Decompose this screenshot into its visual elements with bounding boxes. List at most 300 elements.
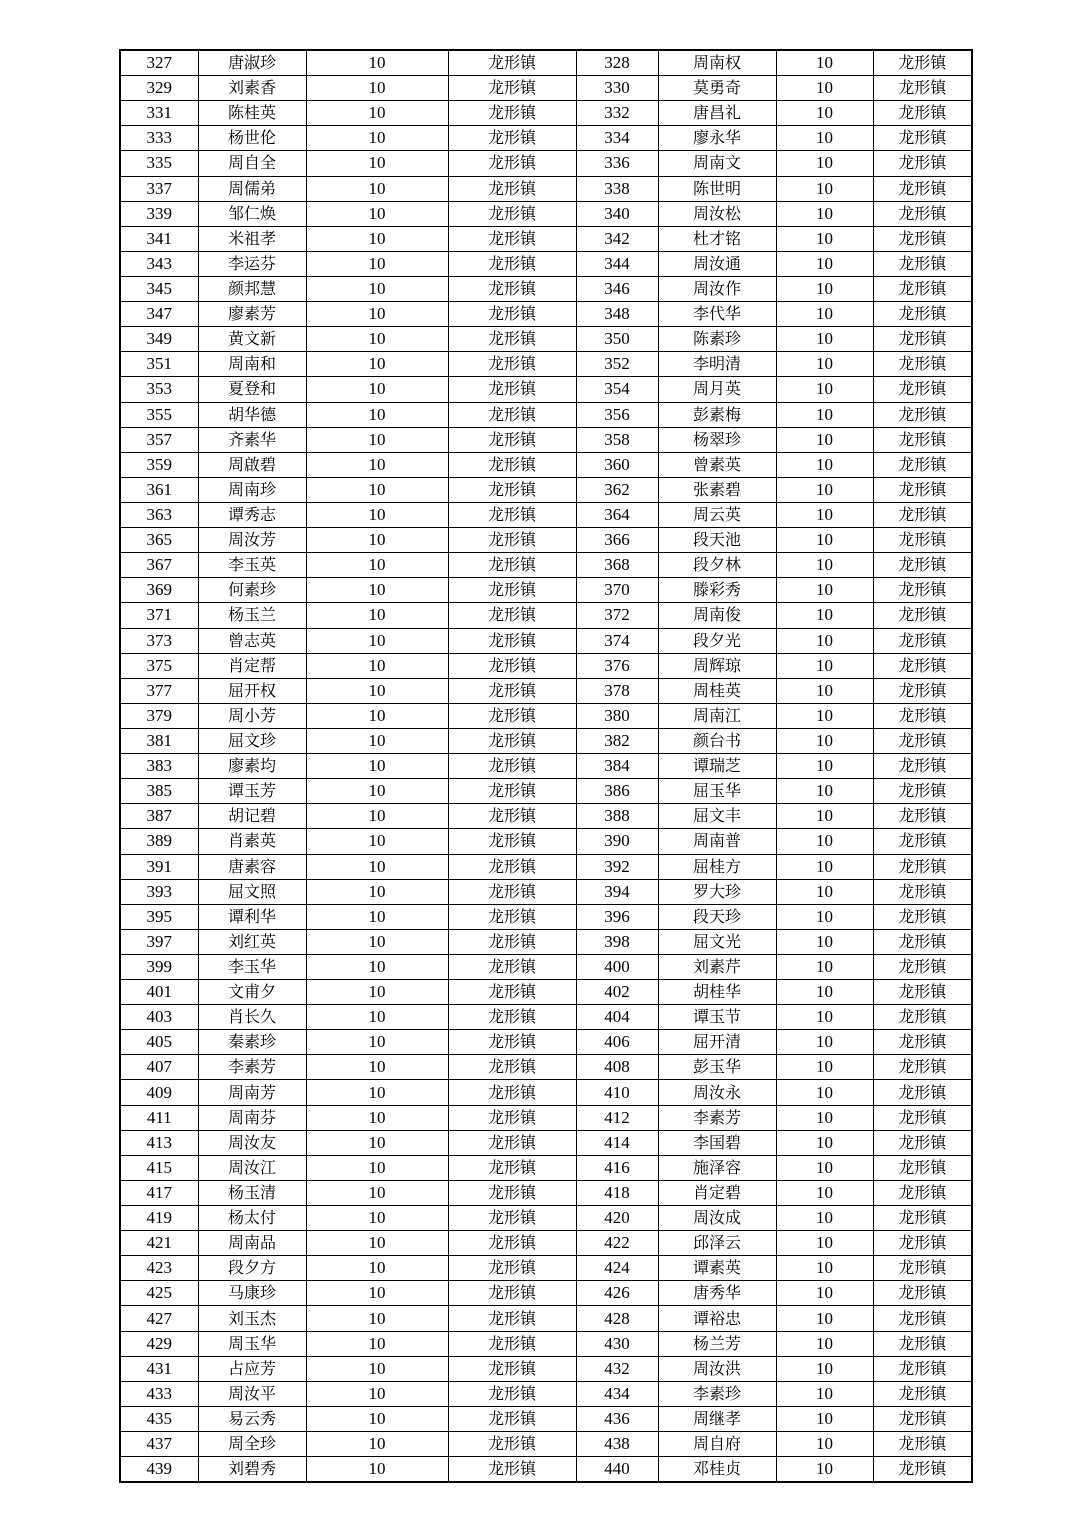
table-row <box>120 50 972 76</box>
amount-cell: 10 <box>306 1256 448 1281</box>
town-cell: 龙形镇 <box>873 603 972 628</box>
record-number-cell: 347 <box>120 302 198 327</box>
record-number-cell: 342 <box>576 226 658 251</box>
record-number-cell: 359 <box>120 452 198 477</box>
town-cell: 龙形镇 <box>873 1281 972 1306</box>
name-cell: 李运芬 <box>198 251 306 276</box>
record-number-cell: 353 <box>120 377 198 402</box>
amount-cell: 10 <box>776 754 873 779</box>
amount-cell: 10 <box>776 1155 873 1180</box>
town-cell: 龙形镇 <box>873 1080 972 1105</box>
town-cell: 龙形镇 <box>873 829 972 854</box>
name-cell: 李素珍 <box>658 1381 776 1406</box>
town-cell: 龙形镇 <box>448 1381 576 1406</box>
table-row <box>120 302 972 327</box>
town-cell: 龙形镇 <box>448 528 576 553</box>
name-cell: 周南珍 <box>198 477 306 502</box>
town-cell: 龙形镇 <box>873 653 972 678</box>
amount-cell: 10 <box>776 879 873 904</box>
amount-cell: 10 <box>776 1356 873 1381</box>
name-cell: 李代华 <box>658 302 776 327</box>
name-cell: 段夕光 <box>658 628 776 653</box>
name-cell: 谭玉节 <box>658 1005 776 1030</box>
name-cell: 何素珍 <box>198 578 306 603</box>
amount-cell: 10 <box>776 1381 873 1406</box>
town-cell: 龙形镇 <box>873 352 972 377</box>
town-cell: 龙形镇 <box>873 779 972 804</box>
amount-cell: 10 <box>306 477 448 502</box>
name-cell: 张素碧 <box>658 477 776 502</box>
name-cell: 廖永华 <box>658 126 776 151</box>
amount-cell: 10 <box>306 1306 448 1331</box>
record-number-cell: 345 <box>120 276 198 301</box>
name-cell: 肖定碧 <box>658 1180 776 1205</box>
record-number-cell: 407 <box>120 1055 198 1080</box>
town-cell: 龙形镇 <box>873 1155 972 1180</box>
record-number-cell: 416 <box>576 1155 658 1180</box>
name-cell: 肖长久 <box>198 1005 306 1030</box>
record-number-cell: 331 <box>120 101 198 126</box>
town-cell: 龙形镇 <box>448 1155 576 1180</box>
table-row <box>120 904 972 929</box>
name-cell: 唐秀华 <box>658 1281 776 1306</box>
table-row <box>120 1356 972 1381</box>
name-cell: 周汝松 <box>658 201 776 226</box>
name-cell: 易云秀 <box>198 1406 306 1431</box>
table-row <box>120 754 972 779</box>
table-row <box>120 176 972 201</box>
name-cell: 周汝作 <box>658 276 776 301</box>
table-row <box>120 678 972 703</box>
record-number-cell: 329 <box>120 76 198 101</box>
record-number-cell: 348 <box>576 302 658 327</box>
town-cell: 龙形镇 <box>448 904 576 929</box>
table-row <box>120 377 972 402</box>
record-number-cell: 370 <box>576 578 658 603</box>
record-number-cell: 356 <box>576 402 658 427</box>
amount-cell: 10 <box>776 854 873 879</box>
name-cell: 周自府 <box>658 1432 776 1457</box>
town-cell: 龙形镇 <box>448 126 576 151</box>
record-number-cell: 409 <box>120 1080 198 1105</box>
amount-cell: 10 <box>306 929 448 954</box>
town-cell: 龙形镇 <box>448 1356 576 1381</box>
name-cell: 周汝江 <box>198 1155 306 1180</box>
record-number-cell: 417 <box>120 1180 198 1205</box>
table-row <box>120 578 972 603</box>
town-cell: 龙形镇 <box>873 377 972 402</box>
amount-cell: 10 <box>776 1055 873 1080</box>
amount-cell: 10 <box>306 126 448 151</box>
record-number-cell: 332 <box>576 101 658 126</box>
name-cell: 颜邦慧 <box>198 276 306 301</box>
name-cell: 杨兰芳 <box>658 1331 776 1356</box>
name-cell: 段夕林 <box>658 553 776 578</box>
record-number-cell: 343 <box>120 251 198 276</box>
amount-cell: 10 <box>306 1030 448 1055</box>
record-number-cell: 392 <box>576 854 658 879</box>
town-cell: 龙形镇 <box>873 1180 972 1205</box>
name-cell: 周南和 <box>198 352 306 377</box>
record-number-cell: 415 <box>120 1155 198 1180</box>
town-cell: 龙形镇 <box>873 276 972 301</box>
name-cell: 文甫夕 <box>198 980 306 1005</box>
amount-cell: 10 <box>306 1105 448 1130</box>
record-number-cell: 371 <box>120 603 198 628</box>
town-cell: 龙形镇 <box>873 628 972 653</box>
town-cell: 龙形镇 <box>448 954 576 979</box>
amount-cell: 10 <box>306 1080 448 1105</box>
record-number-cell: 381 <box>120 728 198 753</box>
record-number-cell: 346 <box>576 276 658 301</box>
name-cell: 周桂英 <box>658 678 776 703</box>
table-row <box>120 1080 972 1105</box>
amount-cell: 10 <box>776 101 873 126</box>
record-number-cell: 354 <box>576 377 658 402</box>
town-cell: 龙形镇 <box>448 1030 576 1055</box>
record-number-cell: 422 <box>576 1231 658 1256</box>
record-number-cell: 408 <box>576 1055 658 1080</box>
record-number-cell: 419 <box>120 1206 198 1231</box>
amount-cell: 10 <box>776 703 873 728</box>
amount-cell: 10 <box>776 126 873 151</box>
amount-cell: 10 <box>776 1180 873 1205</box>
record-number-cell: 437 <box>120 1432 198 1457</box>
table-row <box>120 1130 972 1155</box>
town-cell: 龙形镇 <box>448 1457 576 1483</box>
amount-cell: 10 <box>776 226 873 251</box>
name-cell: 周儒弟 <box>198 176 306 201</box>
amount-cell: 10 <box>776 1432 873 1457</box>
amount-cell: 10 <box>306 377 448 402</box>
name-cell: 陈素珍 <box>658 327 776 352</box>
record-number-cell: 426 <box>576 1281 658 1306</box>
record-number-cell: 438 <box>576 1432 658 1457</box>
record-number-cell: 391 <box>120 854 198 879</box>
name-cell: 屈文珍 <box>198 728 306 753</box>
amount-cell: 10 <box>776 1206 873 1231</box>
name-cell: 廖素均 <box>198 754 306 779</box>
town-cell: 龙形镇 <box>873 151 972 176</box>
amount-cell: 10 <box>306 1180 448 1205</box>
table-row <box>120 1406 972 1431</box>
record-number-cell: 405 <box>120 1030 198 1055</box>
town-cell: 龙形镇 <box>873 754 972 779</box>
town-cell: 龙形镇 <box>448 101 576 126</box>
name-cell: 李国碧 <box>658 1130 776 1155</box>
record-number-cell: 399 <box>120 954 198 979</box>
town-cell: 龙形镇 <box>873 1055 972 1080</box>
amount-cell: 10 <box>306 1432 448 1457</box>
name-cell: 米祖孝 <box>198 226 306 251</box>
town-cell: 龙形镇 <box>873 1130 972 1155</box>
town-cell: 龙形镇 <box>873 1206 972 1231</box>
name-cell: 唐素容 <box>198 854 306 879</box>
town-cell: 龙形镇 <box>448 628 576 653</box>
amount-cell: 10 <box>776 327 873 352</box>
record-number-cell: 330 <box>576 76 658 101</box>
amount-cell: 10 <box>306 327 448 352</box>
town-cell: 龙形镇 <box>448 779 576 804</box>
name-cell: 周辉琼 <box>658 653 776 678</box>
name-cell: 邹仁焕 <box>198 201 306 226</box>
name-cell: 周南俊 <box>658 603 776 628</box>
name-cell: 李素芳 <box>658 1105 776 1130</box>
record-number-cell: 336 <box>576 151 658 176</box>
town-cell: 龙形镇 <box>873 578 972 603</box>
town-cell: 龙形镇 <box>873 126 972 151</box>
table-row <box>120 151 972 176</box>
amount-cell: 10 <box>776 377 873 402</box>
town-cell: 龙形镇 <box>448 1406 576 1431</box>
amount-cell: 10 <box>776 678 873 703</box>
amount-cell: 10 <box>306 50 448 76</box>
record-number-cell: 388 <box>576 804 658 829</box>
town-cell: 龙形镇 <box>448 1231 576 1256</box>
record-number-cell: 372 <box>576 603 658 628</box>
amount-cell: 10 <box>776 452 873 477</box>
record-number-cell: 430 <box>576 1331 658 1356</box>
amount-cell: 10 <box>306 829 448 854</box>
record-number-cell: 403 <box>120 1005 198 1030</box>
name-cell: 谭秀志 <box>198 502 306 527</box>
town-cell: 龙形镇 <box>873 703 972 728</box>
record-number-cell: 385 <box>120 779 198 804</box>
town-cell: 龙形镇 <box>448 1005 576 1030</box>
table-row <box>120 126 972 151</box>
amount-cell: 10 <box>776 1406 873 1431</box>
name-cell: 杨太付 <box>198 1206 306 1231</box>
name-cell: 胡桂华 <box>658 980 776 1005</box>
table-row <box>120 1432 972 1457</box>
record-number-cell: 357 <box>120 427 198 452</box>
record-number-cell: 433 <box>120 1381 198 1406</box>
town-cell: 龙形镇 <box>873 477 972 502</box>
table-row <box>120 1005 972 1030</box>
town-cell: 龙形镇 <box>448 578 576 603</box>
table-row <box>120 603 972 628</box>
name-cell: 肖素英 <box>198 829 306 854</box>
record-number-cell: 364 <box>576 502 658 527</box>
amount-cell: 10 <box>776 980 873 1005</box>
amount-cell: 10 <box>306 502 448 527</box>
name-cell: 廖素芳 <box>198 302 306 327</box>
town-cell: 龙形镇 <box>448 678 576 703</box>
amount-cell: 10 <box>776 1105 873 1130</box>
name-cell: 杨玉兰 <box>198 603 306 628</box>
table-row <box>120 653 972 678</box>
town-cell: 龙形镇 <box>873 1432 972 1457</box>
amount-cell: 10 <box>306 76 448 101</box>
town-cell: 龙形镇 <box>448 653 576 678</box>
town-cell: 龙形镇 <box>448 502 576 527</box>
table-row <box>120 1030 972 1055</box>
town-cell: 龙形镇 <box>448 151 576 176</box>
amount-cell: 10 <box>306 1130 448 1155</box>
name-cell: 彭素梅 <box>658 402 776 427</box>
town-cell: 龙形镇 <box>873 1231 972 1256</box>
town-cell: 龙形镇 <box>873 76 972 101</box>
amount-cell: 10 <box>306 754 448 779</box>
town-cell: 龙形镇 <box>873 201 972 226</box>
table-row <box>120 703 972 728</box>
document-page <box>119 49 971 1483</box>
name-cell: 罗大珍 <box>658 879 776 904</box>
name-cell: 周月英 <box>658 377 776 402</box>
record-number-cell: 369 <box>120 578 198 603</box>
name-cell: 刘玉杰 <box>198 1306 306 1331</box>
town-cell: 龙形镇 <box>873 251 972 276</box>
amount-cell: 10 <box>306 553 448 578</box>
amount-cell: 10 <box>776 603 873 628</box>
town-cell: 龙形镇 <box>873 678 972 703</box>
amount-cell: 10 <box>306 402 448 427</box>
name-cell: 齐素华 <box>198 427 306 452</box>
amount-cell: 10 <box>776 176 873 201</box>
name-cell: 周云英 <box>658 502 776 527</box>
town-cell: 龙形镇 <box>873 427 972 452</box>
name-cell: 周汝友 <box>198 1130 306 1155</box>
amount-cell: 10 <box>306 452 448 477</box>
name-cell: 杨玉清 <box>198 1180 306 1205</box>
record-number-cell: 368 <box>576 553 658 578</box>
table-row <box>120 276 972 301</box>
record-number-cell: 431 <box>120 1356 198 1381</box>
record-number-cell: 341 <box>120 226 198 251</box>
amount-cell: 10 <box>776 929 873 954</box>
amount-cell: 10 <box>306 226 448 251</box>
amount-cell: 10 <box>306 201 448 226</box>
record-number-cell: 406 <box>576 1030 658 1055</box>
town-cell: 龙形镇 <box>448 1256 576 1281</box>
town-cell: 龙形镇 <box>873 1331 972 1356</box>
name-cell: 周南权 <box>658 50 776 76</box>
table-row <box>120 1180 972 1205</box>
record-number-cell: 328 <box>576 50 658 76</box>
record-number-cell: 352 <box>576 352 658 377</box>
amount-cell: 10 <box>776 352 873 377</box>
name-cell: 滕彩秀 <box>658 578 776 603</box>
amount-cell: 10 <box>776 201 873 226</box>
record-number-cell: 434 <box>576 1381 658 1406</box>
amount-cell: 10 <box>776 1005 873 1030</box>
amount-cell: 10 <box>776 804 873 829</box>
amount-cell: 10 <box>776 477 873 502</box>
table-row <box>120 327 972 352</box>
amount-cell: 10 <box>306 1055 448 1080</box>
table-row <box>120 879 972 904</box>
town-cell: 龙形镇 <box>448 1331 576 1356</box>
name-cell: 马康珍 <box>198 1281 306 1306</box>
town-cell: 龙形镇 <box>873 402 972 427</box>
amount-cell: 10 <box>776 1457 873 1483</box>
town-cell: 龙形镇 <box>448 804 576 829</box>
amount-cell: 10 <box>306 1005 448 1030</box>
name-cell: 曾素英 <box>658 452 776 477</box>
amount-cell: 10 <box>306 904 448 929</box>
record-number-cell: 413 <box>120 1130 198 1155</box>
town-cell: 龙形镇 <box>873 176 972 201</box>
town-cell: 龙形镇 <box>873 929 972 954</box>
name-cell: 陈世明 <box>658 176 776 201</box>
roster-table <box>119 49 973 1483</box>
amount-cell: 10 <box>306 703 448 728</box>
table-row <box>120 980 972 1005</box>
town-cell: 龙形镇 <box>873 1030 972 1055</box>
name-cell: 周南芬 <box>198 1105 306 1130</box>
record-number-cell: 379 <box>120 703 198 728</box>
town-cell: 龙形镇 <box>448 1130 576 1155</box>
record-number-cell: 350 <box>576 327 658 352</box>
town-cell: 龙形镇 <box>448 226 576 251</box>
town-cell: 龙形镇 <box>873 728 972 753</box>
amount-cell: 10 <box>776 829 873 854</box>
record-number-cell: 363 <box>120 502 198 527</box>
record-number-cell: 360 <box>576 452 658 477</box>
town-cell: 龙形镇 <box>873 101 972 126</box>
amount-cell: 10 <box>776 302 873 327</box>
record-number-cell: 337 <box>120 176 198 201</box>
town-cell: 龙形镇 <box>448 1055 576 1080</box>
amount-cell: 10 <box>306 101 448 126</box>
record-number-cell: 389 <box>120 829 198 854</box>
table-row <box>120 1206 972 1231</box>
town-cell: 龙形镇 <box>448 402 576 427</box>
name-cell: 周小芳 <box>198 703 306 728</box>
record-number-cell: 400 <box>576 954 658 979</box>
town-cell: 龙形镇 <box>873 904 972 929</box>
amount-cell: 10 <box>306 879 448 904</box>
town-cell: 龙形镇 <box>448 829 576 854</box>
name-cell: 周南文 <box>658 151 776 176</box>
name-cell: 陈桂英 <box>198 101 306 126</box>
record-number-cell: 412 <box>576 1105 658 1130</box>
record-number-cell: 373 <box>120 628 198 653</box>
name-cell: 周自全 <box>198 151 306 176</box>
table-row <box>120 1281 972 1306</box>
record-number-cell: 395 <box>120 904 198 929</box>
town-cell: 龙形镇 <box>448 477 576 502</box>
record-number-cell: 429 <box>120 1331 198 1356</box>
amount-cell: 10 <box>306 804 448 829</box>
amount-cell: 10 <box>776 1080 873 1105</box>
town-cell: 龙形镇 <box>448 1281 576 1306</box>
name-cell: 段天珍 <box>658 904 776 929</box>
name-cell: 占应芳 <box>198 1356 306 1381</box>
name-cell: 周汝永 <box>658 1080 776 1105</box>
amount-cell: 10 <box>306 251 448 276</box>
name-cell: 周南江 <box>658 703 776 728</box>
record-number-cell: 335 <box>120 151 198 176</box>
amount-cell: 10 <box>306 728 448 753</box>
name-cell: 秦素珍 <box>198 1030 306 1055</box>
town-cell: 龙形镇 <box>448 276 576 301</box>
record-number-cell: 432 <box>576 1356 658 1381</box>
name-cell: 周汝成 <box>658 1206 776 1231</box>
name-cell: 周汝洪 <box>658 1356 776 1381</box>
amount-cell: 10 <box>776 276 873 301</box>
town-cell: 龙形镇 <box>873 879 972 904</box>
amount-cell: 10 <box>776 1030 873 1055</box>
town-cell: 龙形镇 <box>873 50 972 76</box>
town-cell: 龙形镇 <box>448 703 576 728</box>
name-cell: 莫勇奇 <box>658 76 776 101</box>
amount-cell: 10 <box>776 1231 873 1256</box>
name-cell: 李明清 <box>658 352 776 377</box>
name-cell: 施泽容 <box>658 1155 776 1180</box>
town-cell: 龙形镇 <box>448 76 576 101</box>
table-row <box>120 226 972 251</box>
